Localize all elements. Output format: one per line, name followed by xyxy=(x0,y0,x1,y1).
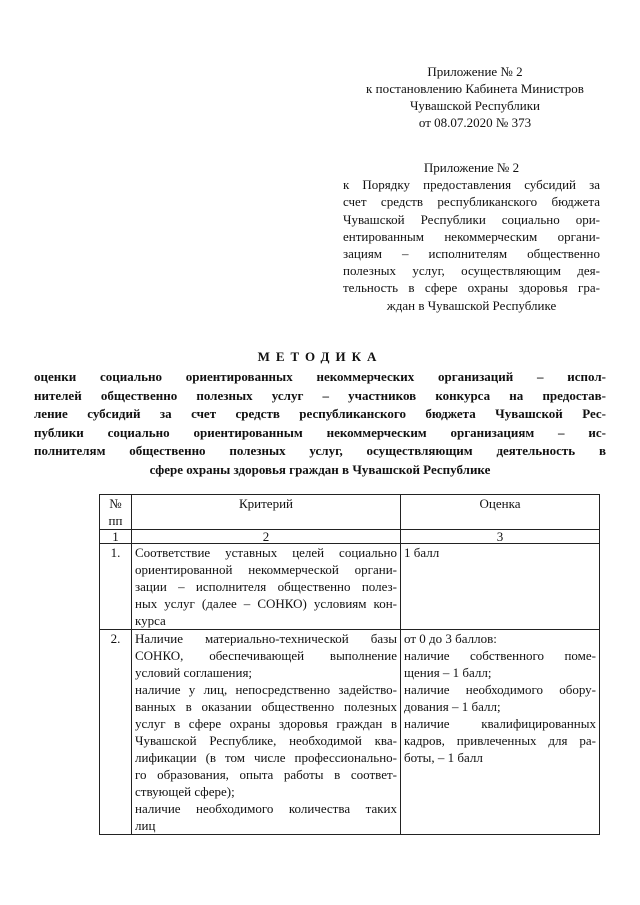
score-line: боты, – 1 балл xyxy=(404,750,483,765)
procedure-appendix-title: Приложение № 2 xyxy=(423,160,520,175)
column-number: 1 xyxy=(100,530,132,544)
table-row xyxy=(100,630,600,835)
score-line: щения – 1 балл; xyxy=(404,665,492,680)
table-header-row xyxy=(100,495,600,530)
methodology-subtitle-line: оценки социально ориентированных некоммерческих организаций – испол- xyxy=(34,369,606,384)
criterion-cell xyxy=(132,544,401,630)
criterion-line: Соответствие уставных целей социально xyxy=(135,545,397,560)
criterion-line: ствующей сфере); xyxy=(135,784,235,799)
header-num xyxy=(100,495,132,530)
score-line: наличие квалифицированных xyxy=(404,716,596,731)
appendix-decree-ref: к постановлению Кабинета Министров xyxy=(366,81,584,96)
table-row xyxy=(100,544,600,630)
criterion-line: зации – исполнителя общественно полез- xyxy=(135,579,397,594)
header-num-text: № пп xyxy=(108,496,123,528)
procedure-appendix-line: счет средств республиканского бюджета xyxy=(343,194,600,210)
column-number: 2 xyxy=(132,530,401,544)
appendix-reference-block xyxy=(340,63,610,131)
criterion-line: го образования, опыта работы в соответ- xyxy=(135,767,397,782)
column-number: 3 xyxy=(401,530,600,544)
appendix-republic: Чувашской Республики xyxy=(409,98,541,113)
score-cell xyxy=(401,630,600,835)
score-cell xyxy=(401,544,600,630)
header-criterion: Критерий xyxy=(132,495,401,530)
methodology-heading xyxy=(34,349,606,480)
column-number-row xyxy=(100,530,600,544)
procedure-appendix-line: ентированным некоммерческим органи- xyxy=(343,228,600,244)
criterion-line: наличие необходимого количества таких xyxy=(135,801,397,816)
criterion-line: курса xyxy=(135,613,166,628)
procedure-appendix-line: полезных услуг, осуществляющим дея- xyxy=(343,263,600,279)
procedure-appendix-line: Чувашской Республики социально ори- xyxy=(343,211,600,227)
header-score: Оценка xyxy=(401,495,600,530)
score-line: наличие необходимого обору- xyxy=(404,682,596,697)
procedure-appendix-block xyxy=(343,159,600,314)
row-number: 1. xyxy=(100,544,132,630)
methodology-subtitle-line: полнителям общественно полезных услуг, осуществляющим деятельность в xyxy=(34,443,606,459)
score-line: кадров, привлеченных для ра- xyxy=(404,733,596,748)
methodology-title: МЕТОДИКА xyxy=(257,349,383,364)
score-line: от 0 до 3 баллов: xyxy=(404,631,497,646)
score-line: 1 балл xyxy=(404,545,440,560)
criterion-cell xyxy=(132,630,401,835)
methodology-subtitle-line: ление субсидий за счет средств республиканского бюджета Чувашской Рес- xyxy=(34,406,606,422)
criterion-line: условий соглашения; xyxy=(135,665,253,680)
methodology-subtitle-line: публики социально ориентированным некоммерческим организациям – ис- xyxy=(34,424,606,440)
criterion-line: СОНКО, обеспечивающей выполнение xyxy=(135,648,397,663)
row-number: 2. xyxy=(100,630,132,835)
criterion-line: лификации (в том числе профессионально- xyxy=(135,750,397,765)
procedure-appendix-line: ждан в Чувашской Республике xyxy=(386,297,557,313)
criterion-line: ориентированной некоммерческой органи- xyxy=(135,562,397,577)
procedure-appendix-line: тельность в сфере охраны здоровья гра- xyxy=(343,280,600,296)
methodology-subtitle-line: сфере охраны здоровья граждан в Чувашской Республике xyxy=(149,461,491,477)
criterion-line: лиц xyxy=(135,818,156,833)
criterion-line: Наличие материально-технической базы xyxy=(135,631,397,646)
procedure-appendix-line: зациям – исполнителям общественно xyxy=(343,246,600,262)
procedure-appendix-line: к Порядку предоставления субсидий за xyxy=(343,177,600,193)
score-line: наличие собственного поме- xyxy=(404,648,596,663)
criterion-line: ных услуг (далее – СОНКО) условиям кон- xyxy=(135,596,397,611)
criteria-table xyxy=(99,494,600,835)
criterion-line: Чувашской Республике, необходимой ква- xyxy=(135,733,397,748)
methodology-subtitle-line: нителей общественно полезных услуг – участников конкурса на предостав- xyxy=(34,387,606,403)
appendix-number: Приложение № 2 xyxy=(427,64,523,79)
criterion-line: наличие у лиц, непосредственно задейство- xyxy=(135,682,397,697)
criterion-line: услуг в сфере охраны здоровья граждан в xyxy=(135,716,397,731)
score-line: дования – 1 балл; xyxy=(404,699,501,714)
appendix-date-number: от 08.07.2020 № 373 xyxy=(418,115,532,130)
criterion-line: ванных в оказании общественно полезных xyxy=(135,699,397,714)
